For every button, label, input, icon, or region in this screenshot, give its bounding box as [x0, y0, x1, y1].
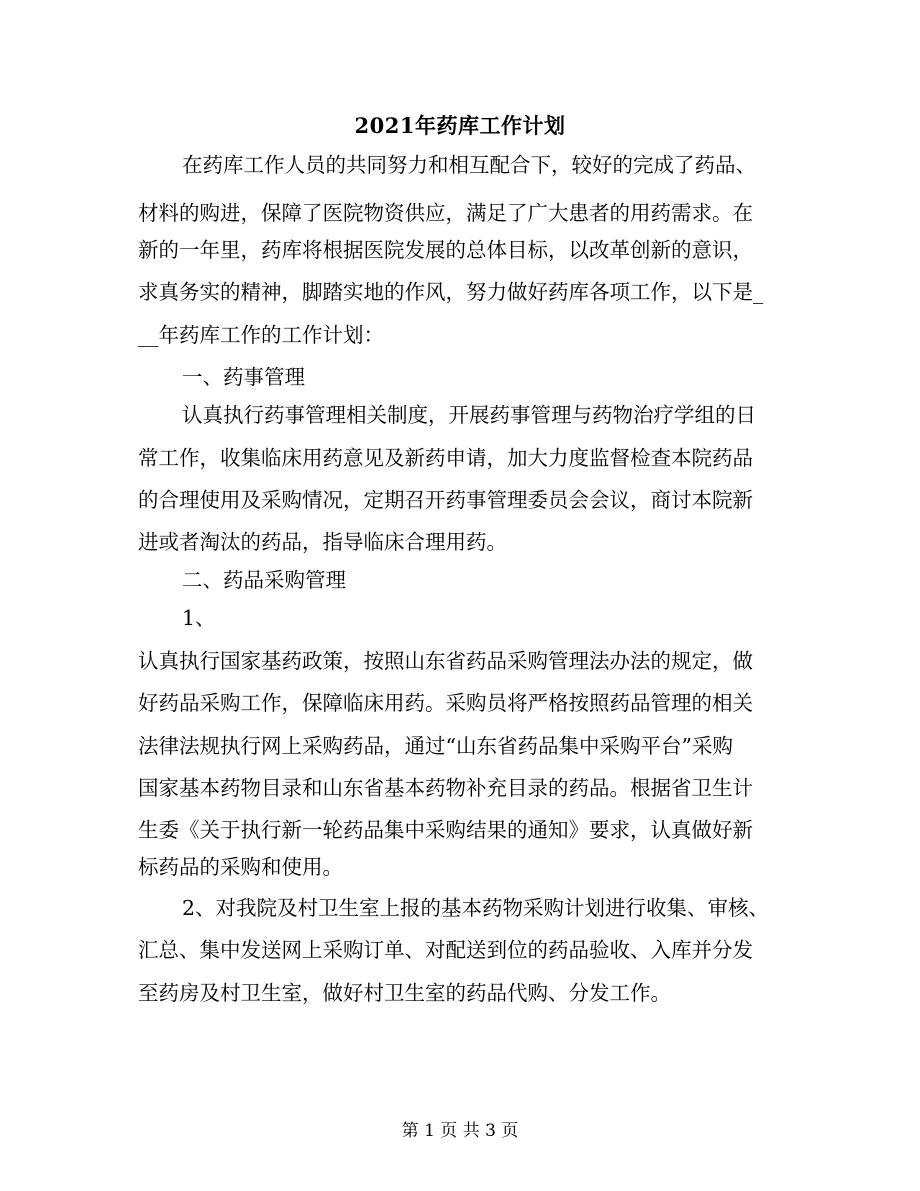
section-heading: 二、药品采购管理: [182, 568, 346, 592]
body-line: 求真务实的精神，脚踏实地的作风，努力做好药库各项工作，以下是_: [138, 280, 764, 304]
body-line: 国家基本药物目录和山东省基本药物补充目录的药品。根据省卫生计: [138, 776, 753, 800]
body-line: 2、对我院及村卫生室上报的基本药物采购计划进行收集、审核、: [182, 896, 770, 920]
document-title: 2021年药库工作计划: [354, 113, 566, 138]
list-item-number: 1、: [182, 606, 216, 630]
body-line: 认真执行国家基药政策，按照山东省药品采购管理法办法的规定，做: [138, 649, 753, 673]
body-line: 好药品采购工作，保障临床用药。采购员将严格按照药品管理的相关: [138, 691, 753, 715]
body-line: 汇总、集中发送网上采购订单、对配送到位的药品验收、入库并分发: [138, 938, 753, 962]
body-line: 材料的购进，保障了医院物资供应，满足了广大患者的用药需求。在: [138, 201, 753, 225]
body-line: 进或者淘汰的药品，指导临床合理用药。: [138, 530, 507, 554]
page-number-footer: 第 1 页 共 3 页: [401, 1121, 519, 1141]
body-line: 在药库工作人员的共同努力和相互配合下，较好的完成了药品、: [182, 153, 756, 177]
body-line: 生委《关于执行新一轮药品集中采购结果的通知》要求，认真做好新: [138, 818, 753, 842]
body-line: 常工作，收集临床用药意见及新药申请，加大力度监督检查本院药品: [138, 446, 753, 470]
section-heading: 一、药事管理: [182, 365, 305, 389]
body-line: 法律法规执行网上采购药品，通过“山东省药品集中采购平台”采购: [138, 734, 733, 758]
body-line: __年药库工作的工作计划：: [138, 323, 384, 347]
body-line: 认真执行药事管理相关制度，开展药事管理与药物治疗学组的日: [182, 403, 756, 427]
body-line: 标药品的采购和使用。: [138, 855, 343, 879]
body-line: 的合理使用及采购情况，定期召开药事管理委员会会议，商讨本院新: [138, 488, 753, 512]
body-line: 新的一年里，药库将根据医院发展的总体目标，以改革创新的意识，: [138, 238, 753, 262]
body-line: 至药房及村卫生室，做好村卫生室的药品代购、分发工作。: [138, 981, 671, 1005]
